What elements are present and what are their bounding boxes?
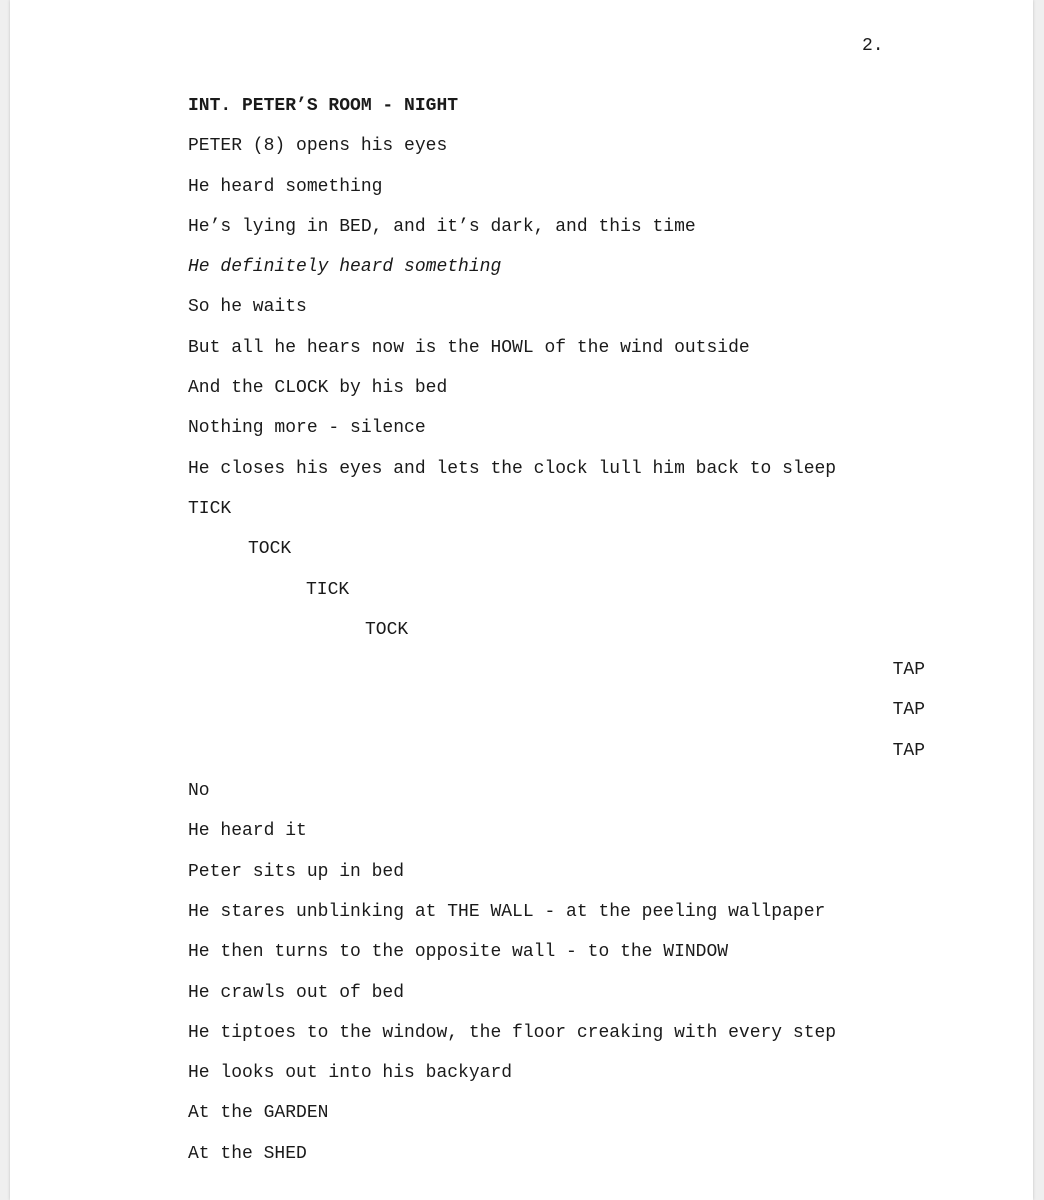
action-line: He looks out into his backyard [188,1063,513,1084]
action-line: He tiptoes to the window, the floor creaking with every step [188,1022,837,1043]
action-line: He heard something [188,176,383,197]
script-body [188,94,948,1182]
sound-effect-tick: TICK [306,579,350,600]
sound-effect-tap: TAP [892,660,925,681]
action-line: At the GARDEN [188,1103,329,1124]
page-number: 2. [862,36,884,56]
action-line: So he waits [188,297,307,318]
script-page [10,0,1033,1200]
sound-effect-tock: TOCK [248,539,292,560]
action-line: He closes his eyes and lets the clock lull him back to sleep [188,458,837,479]
action-line: He then turns to the opposite wall - to the WINDOW [188,942,729,963]
sound-effect-tick: TICK [188,498,232,519]
action-line: Nothing more - silence [188,418,426,439]
action-line: At the SHED [188,1143,307,1164]
sound-effect-tap: TAP [892,740,925,761]
action-line: He crawls out of bed [188,982,405,1003]
action-line: He stares unblinking at THE WALL - at the peeling wallpaper [188,901,826,922]
sound-effect-tap: TAP [892,700,925,721]
sound-effect-tock: TOCK [365,619,409,640]
scene-heading: INT. PETER’S ROOM - NIGHT [188,96,459,116]
action-line: PETER (8) opens his eyes [188,136,448,157]
action-line: But all he hears now is the HOWL of the wind outside [188,337,750,358]
action-line: He’s lying in BED, and it’s dark, and this time [188,216,696,237]
action-line: Peter sits up in bed [188,861,405,882]
action-line: He heard it [188,821,307,842]
action-line: No [188,781,210,802]
action-line: And the CLOCK by his bed [188,378,448,399]
action-line-emphasis: He definitely heard something [188,257,502,278]
